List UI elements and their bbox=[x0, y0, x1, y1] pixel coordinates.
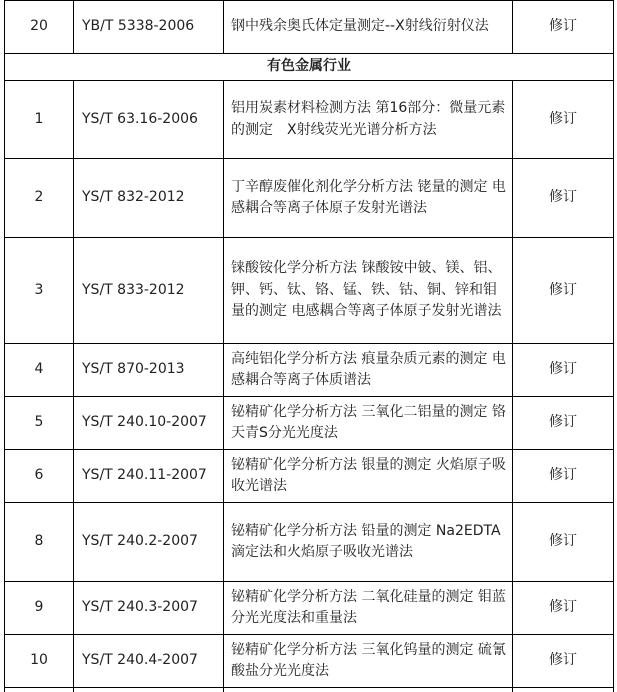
standards-table bbox=[4, 0, 614, 692]
row-number: 6 bbox=[5, 450, 74, 503]
table-row bbox=[5, 344, 614, 397]
standard-name: 钢中残余奥氏体定量测定--X射线衍射仪法 bbox=[224, 1, 513, 54]
action-type: 修订 bbox=[513, 159, 614, 238]
row-number: 2 bbox=[5, 159, 74, 238]
row-number: 5 bbox=[5, 397, 74, 450]
table-row bbox=[5, 1, 614, 54]
standard-code: YS/T 240.3-2007 bbox=[74, 582, 224, 635]
row-number: 9 bbox=[5, 582, 74, 635]
table-row bbox=[5, 238, 614, 344]
table-row bbox=[5, 81, 614, 159]
standard-name: 铋精矿化学分析方法 银量的测定 火焰原子吸收光谱法 bbox=[224, 450, 513, 503]
action-type: 修订 bbox=[513, 238, 614, 344]
row-number: 10 bbox=[5, 635, 74, 688]
standard-code: YB/T 5338-2006 bbox=[74, 1, 224, 54]
action-type: 修订 bbox=[513, 397, 614, 450]
standard-code: YS/T 240.4-2007 bbox=[74, 635, 224, 688]
table-row bbox=[5, 582, 614, 635]
standard-code: YS/T 832-2012 bbox=[74, 159, 224, 238]
table-row bbox=[5, 397, 614, 450]
standard-code: YS/T 870-2013 bbox=[74, 344, 224, 397]
row-number: 4 bbox=[5, 344, 74, 397]
standard-name: 铋精矿化学分析方法 二氧化硅量的测定 钼蓝分光光度法和重量法 bbox=[224, 582, 513, 635]
action-type: 修订 bbox=[513, 503, 614, 582]
standard-code: YS/T 240.10-2007 bbox=[74, 397, 224, 450]
row-number: 8 bbox=[5, 503, 74, 582]
standard-name: 铋精矿化学分析方法 铅量的测定 Na2EDTA滴定法和火焰原子吸收光谱法 bbox=[224, 503, 513, 582]
action-type: 修订 bbox=[513, 582, 614, 635]
row-number: 1 bbox=[5, 81, 74, 159]
action-type: 修订 bbox=[513, 344, 614, 397]
standard-name: 高纯铝化学分析方法 痕量杂质元素的测定 电感耦合等离子体质谱法 bbox=[224, 344, 513, 397]
row-number: 3 bbox=[5, 238, 74, 344]
row-number: 20 bbox=[5, 1, 74, 54]
table-row bbox=[5, 503, 614, 582]
action-type: 修订 bbox=[513, 81, 614, 159]
standard-name: 铼酸铵化学分析方法 铼酸铵中铍、镁、铝、钾、钙、钛、铬、锰、铁、钴、铜、锌和钼量的测定 电感耦合等离子体原子发射光谱法 bbox=[224, 238, 513, 344]
section-row bbox=[5, 54, 614, 81]
standard-name: 铋精矿化学分析方法 三氧化二铝量的测定 铬天青S分光光度法 bbox=[224, 397, 513, 450]
standard-name: 铝用炭素材料检测方法 第16部分：微量元素的测定 X射线荧光光谱分析方法 bbox=[224, 81, 513, 159]
standard-code: YS/T 240.2-2007 bbox=[74, 503, 224, 582]
action-type: 修订 bbox=[513, 1, 614, 54]
standard-name: 丁辛醇废催化剂化学分析方法 铑量的测定 电感耦合等离子体原子发射光谱法 bbox=[224, 159, 513, 238]
action-type: 修订 bbox=[513, 635, 614, 688]
standard-code: YS/T 833-2012 bbox=[74, 238, 224, 344]
standard-code: YS/T 240.11-2007 bbox=[74, 450, 224, 503]
table-row bbox=[5, 159, 614, 238]
standard-code: YS/T 63.16-2006 bbox=[74, 81, 224, 159]
table-row bbox=[5, 635, 614, 688]
table-row bbox=[5, 450, 614, 503]
section-title: 有色金属行业 bbox=[5, 54, 614, 81]
standard-name: 铋精矿化学分析方法 三氧化钨量的测定 硫氰酸盐分光光度法 bbox=[224, 635, 513, 688]
action-type: 修订 bbox=[513, 450, 614, 503]
